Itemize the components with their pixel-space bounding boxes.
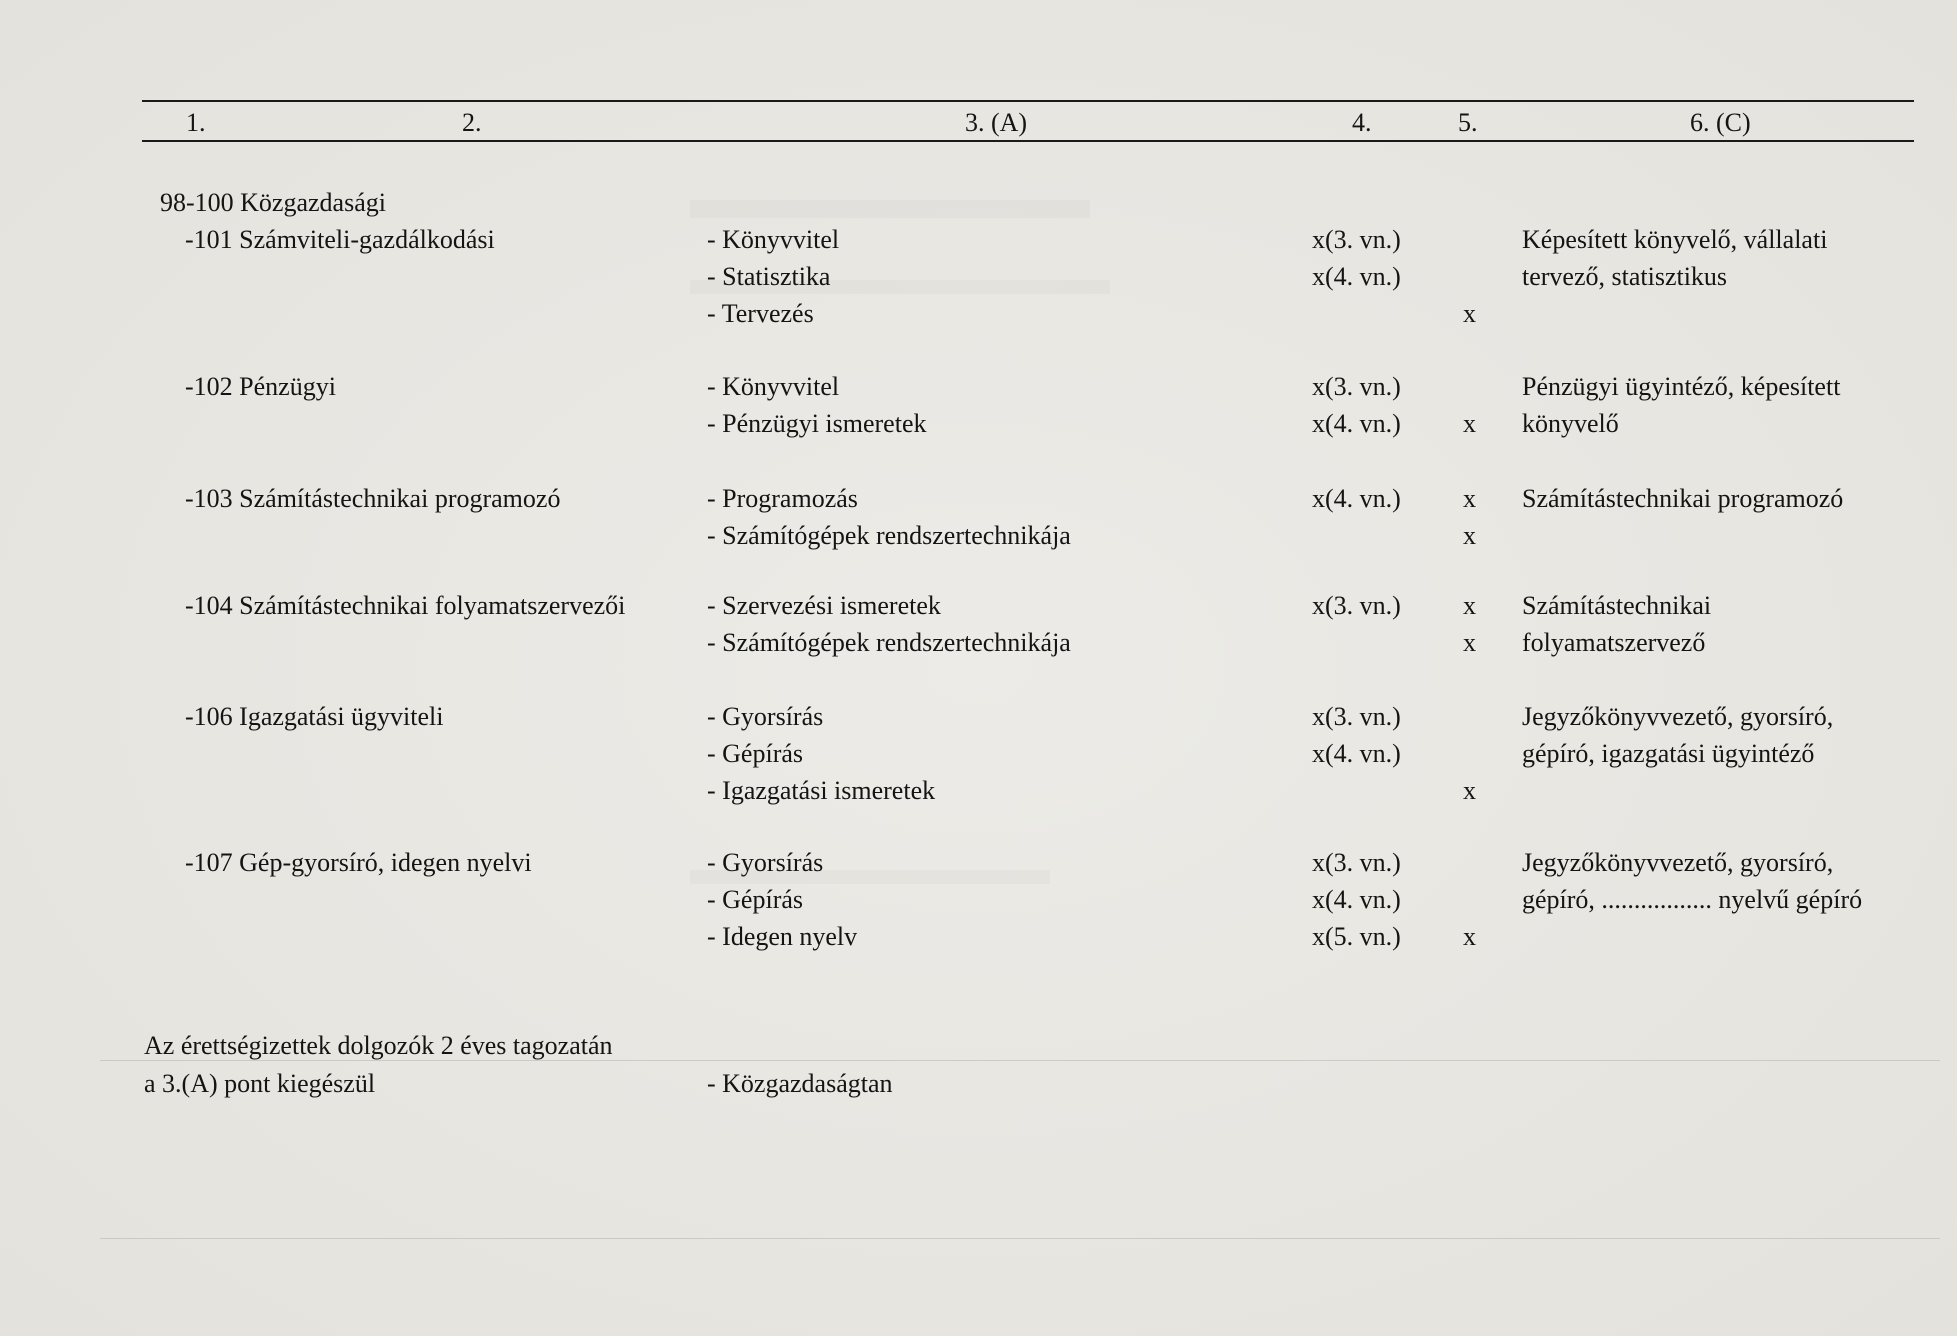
row-subject: - Gépírás — [707, 885, 804, 914]
header-col-3: 3. (A) — [965, 108, 1028, 137]
header-col-5: 5. — [1458, 108, 1478, 137]
header-bottom-rule — [142, 140, 1914, 142]
row-col4: x(4. vn.) — [1312, 885, 1401, 914]
row-result: könyvelő — [1522, 409, 1619, 438]
row-code: -107 Gép-gyorsíró, idegen nyelvi — [185, 848, 532, 877]
row-subject: - Számítógépek rendszertechnikája — [707, 521, 1071, 550]
row-col5-mark: x — [1463, 484, 1476, 513]
row-result: gépíró, igazgatási ügyintéző — [1522, 739, 1815, 768]
row-code: -106 Igazgatási ügyviteli — [185, 702, 444, 731]
header-col-6: 6. (C) — [1690, 108, 1751, 137]
row-result: gépíró, ................. nyelvű gépíró — [1522, 885, 1863, 914]
row-subject: - Gépírás — [707, 739, 804, 768]
row-col5-mark: x — [1463, 299, 1476, 328]
header-col-1: 1. — [186, 108, 206, 137]
row-subject: - Programozás — [707, 484, 858, 513]
row-subject: - Statisztika — [707, 262, 831, 291]
row-col4: x(3. vn.) — [1312, 225, 1401, 254]
row-col4: x(3. vn.) — [1312, 702, 1401, 731]
footnote-subject: - Közgazdaságtan — [707, 1069, 893, 1098]
row-col5-mark: x — [1463, 922, 1476, 951]
row-col4: x(3. vn.) — [1312, 591, 1401, 620]
header-col-2: 2. — [462, 108, 482, 137]
header-top-rule — [142, 100, 1914, 102]
row-subject: - Számítógépek rendszertechnikája — [707, 628, 1071, 657]
row-col4: x(3. vn.) — [1312, 848, 1401, 877]
row-subject: - Pénzügyi ismeretek — [707, 409, 927, 438]
row-result: Jegyzőkönyvvezető, gyorsíró, — [1522, 848, 1834, 877]
row-subject: - Könyvvitel — [707, 372, 840, 401]
row-result: folyamatszervező — [1522, 628, 1706, 657]
row-subject: - Gyorsírás — [707, 702, 824, 731]
group-title: 98-100 Közgazdasági — [160, 188, 386, 217]
row-code: -104 Számítástechnikai folyamatszervezői — [185, 591, 626, 620]
row-col4: x(4. vn.) — [1312, 262, 1401, 291]
row-subject: - Igazgatási ismeretek — [707, 776, 936, 805]
row-col5-mark: x — [1463, 521, 1476, 550]
row-result: tervező, statisztikus — [1522, 262, 1728, 291]
row-subject: - Szervezési ismeretek — [707, 591, 941, 620]
row-subject: - Tervezés — [707, 299, 814, 328]
row-col5-mark: x — [1463, 628, 1476, 657]
row-code: -101 Számviteli-gazdálkodási — [185, 225, 495, 254]
footnote-line-1: Az érettségizettek dolgozók 2 éves tagozatán — [144, 1031, 613, 1060]
header-col-4: 4. — [1352, 108, 1372, 137]
row-code: -103 Számítástechnikai programozó — [185, 484, 561, 513]
row-col4: x(3. vn.) — [1312, 372, 1401, 401]
row-result: Képesített könyvelő, vállalati — [1522, 225, 1828, 254]
row-result: Számítástechnikai programozó — [1522, 484, 1844, 513]
footnote-line-2: a 3.(A) pont kiegészül — [144, 1069, 376, 1098]
row-subject: - Gyorsírás — [707, 848, 824, 877]
row-col5-mark: x — [1463, 776, 1476, 805]
row-col4: x(4. vn.) — [1312, 409, 1401, 438]
row-col4: x(4. vn.) — [1312, 484, 1401, 513]
row-subject: - Könyvvitel — [707, 225, 840, 254]
row-col5-mark: x — [1463, 591, 1476, 620]
row-col5-mark: x — [1463, 409, 1476, 438]
row-result: Jegyzőkönyvvezető, gyorsíró, — [1522, 702, 1834, 731]
row-col4: x(5. vn.) — [1312, 922, 1401, 951]
row-result: Pénzügyi ügyintéző, képesített — [1522, 372, 1841, 401]
row-code: -102 Pénzügyi — [185, 372, 336, 401]
row-result: Számítástechnikai — [1522, 591, 1712, 620]
row-col4: x(4. vn.) — [1312, 739, 1401, 768]
row-subject: - Idegen nyelv — [707, 922, 858, 951]
